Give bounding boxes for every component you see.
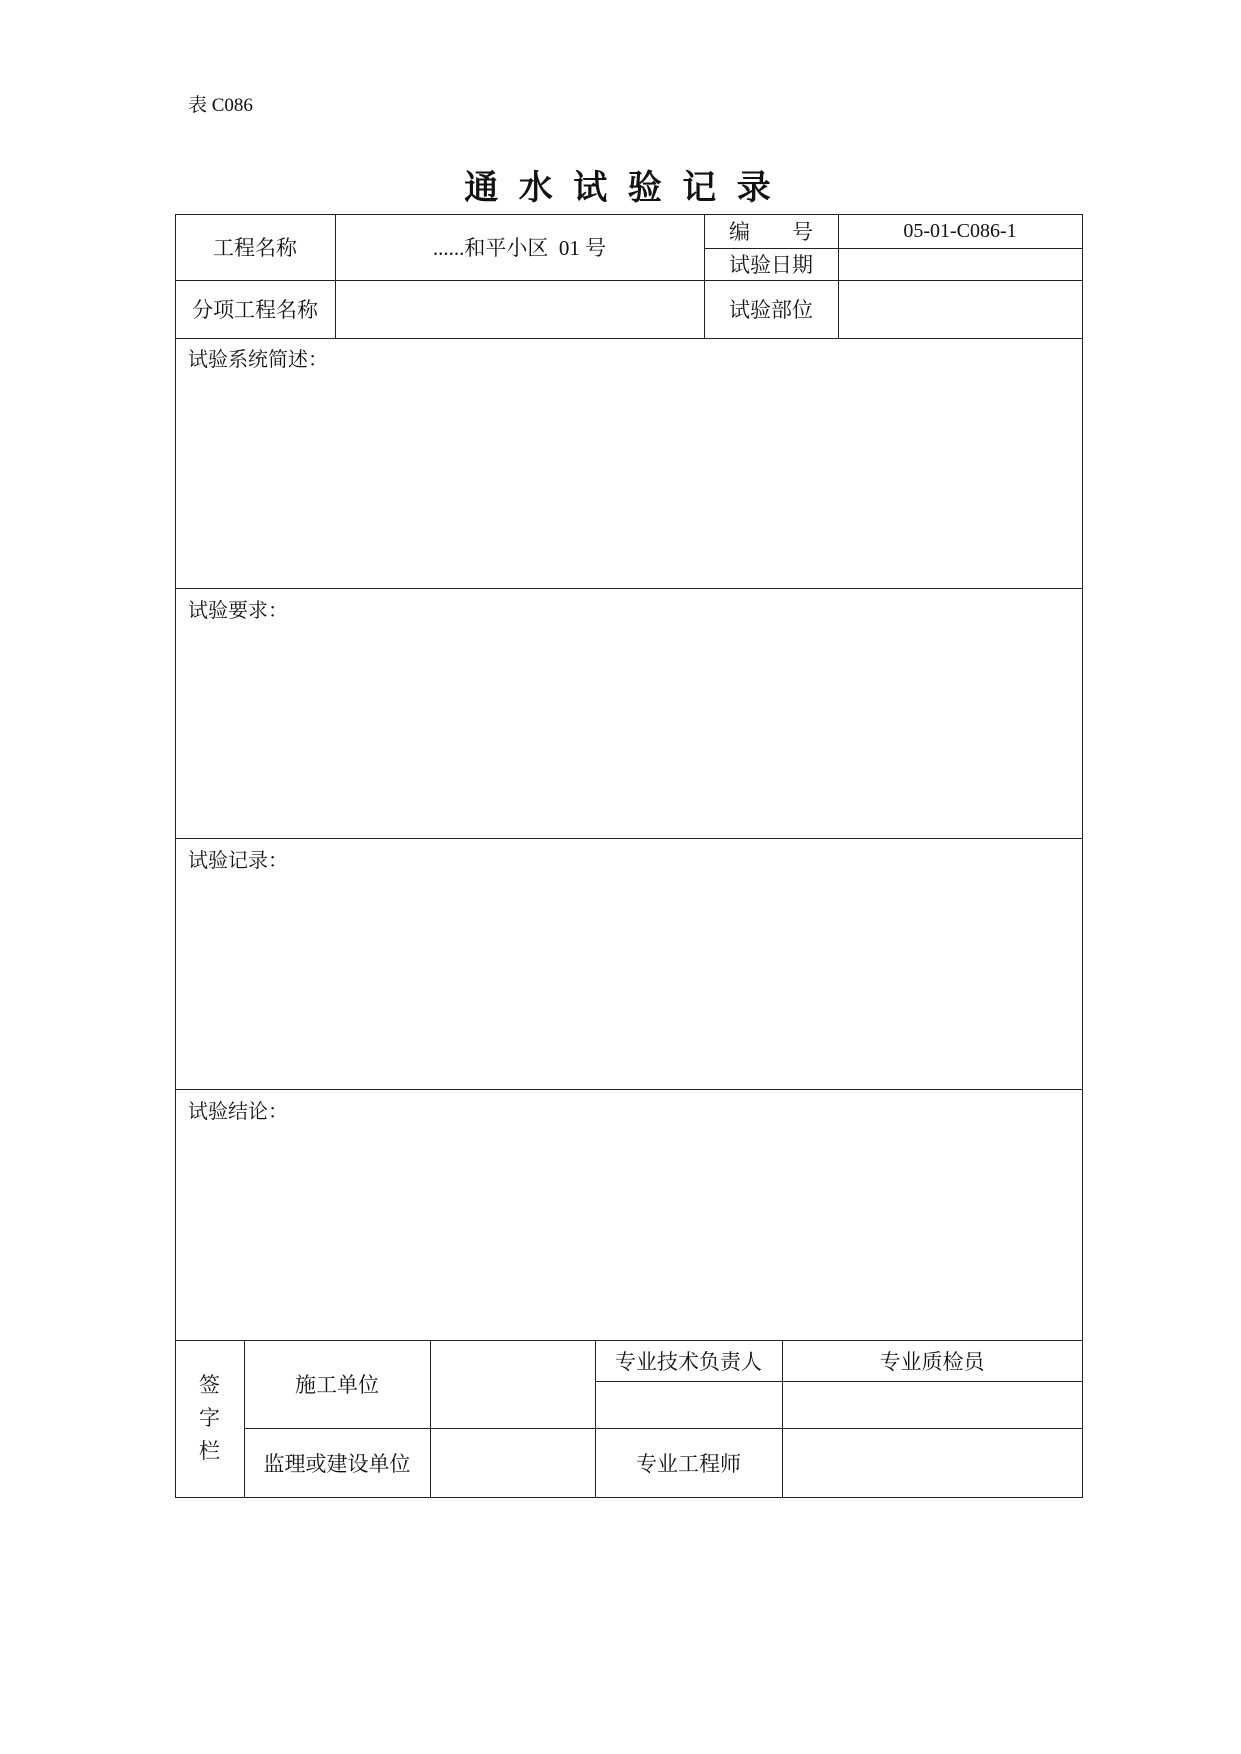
signature-char-3: 栏	[199, 1439, 220, 1463]
system-description-label: 试验系统简述：	[188, 349, 328, 371]
sub-project-name-label: 分项工程名称	[192, 298, 318, 322]
section-divider	[175, 588, 1083, 589]
table-border-right	[1082, 214, 1083, 1497]
serial-number-label: 编 号	[729, 220, 813, 244]
section-divider	[175, 838, 1083, 839]
test-conclusion-label: 试验结论：	[188, 1101, 288, 1123]
test-date-label: 试验日期	[729, 253, 813, 277]
quality-inspector-label: 专业质检员	[879, 1349, 985, 1374]
page-title: 通 水 试 验 记 录	[464, 170, 777, 207]
signature-column-label	[175, 1340, 244, 1497]
tech-lead-label: 专业技术负责人	[615, 1349, 762, 1374]
system-description-area[interactable]	[176, 370, 1082, 587]
test-conclusion-area[interactable]	[176, 1122, 1082, 1339]
test-date-value[interactable]	[838, 248, 1082, 280]
serial-number-value[interactable]: 05-01-C086-1	[903, 219, 1017, 242]
test-location-value[interactable]	[838, 280, 1082, 338]
engineer-signature[interactable]	[782, 1428, 1082, 1497]
form-code: 表 C086	[188, 95, 253, 116]
table-border-bottom	[175, 1497, 1083, 1498]
sub-project-name-value[interactable]	[335, 280, 704, 338]
test-record-area[interactable]	[176, 871, 1082, 1088]
contractor-signature[interactable]	[430, 1340, 595, 1428]
signature-char-1: 签	[199, 1373, 220, 1397]
section-divider	[175, 1089, 1083, 1090]
supervisor-signature[interactable]	[430, 1428, 595, 1497]
header-divider	[175, 338, 1083, 339]
signature-char-2: 字	[199, 1406, 220, 1430]
supervisor-label: 监理或建设单位	[263, 1451, 411, 1476]
project-name-label: 工程名称	[213, 236, 297, 260]
quality-inspector-signature[interactable]	[782, 1381, 1082, 1428]
test-location-label: 试验部位	[729, 298, 813, 322]
tech-lead-signature[interactable]	[595, 1381, 782, 1428]
test-record-label: 试验记录：	[188, 850, 288, 872]
test-requirements-label: 试验要求：	[188, 600, 288, 622]
test-requirements-area[interactable]	[176, 621, 1082, 837]
engineer-label: 专业工程师	[636, 1451, 741, 1476]
project-name-value[interactable]: ......和平小区 01 号	[432, 236, 607, 260]
contractor-label: 施工单位	[295, 1373, 379, 1397]
